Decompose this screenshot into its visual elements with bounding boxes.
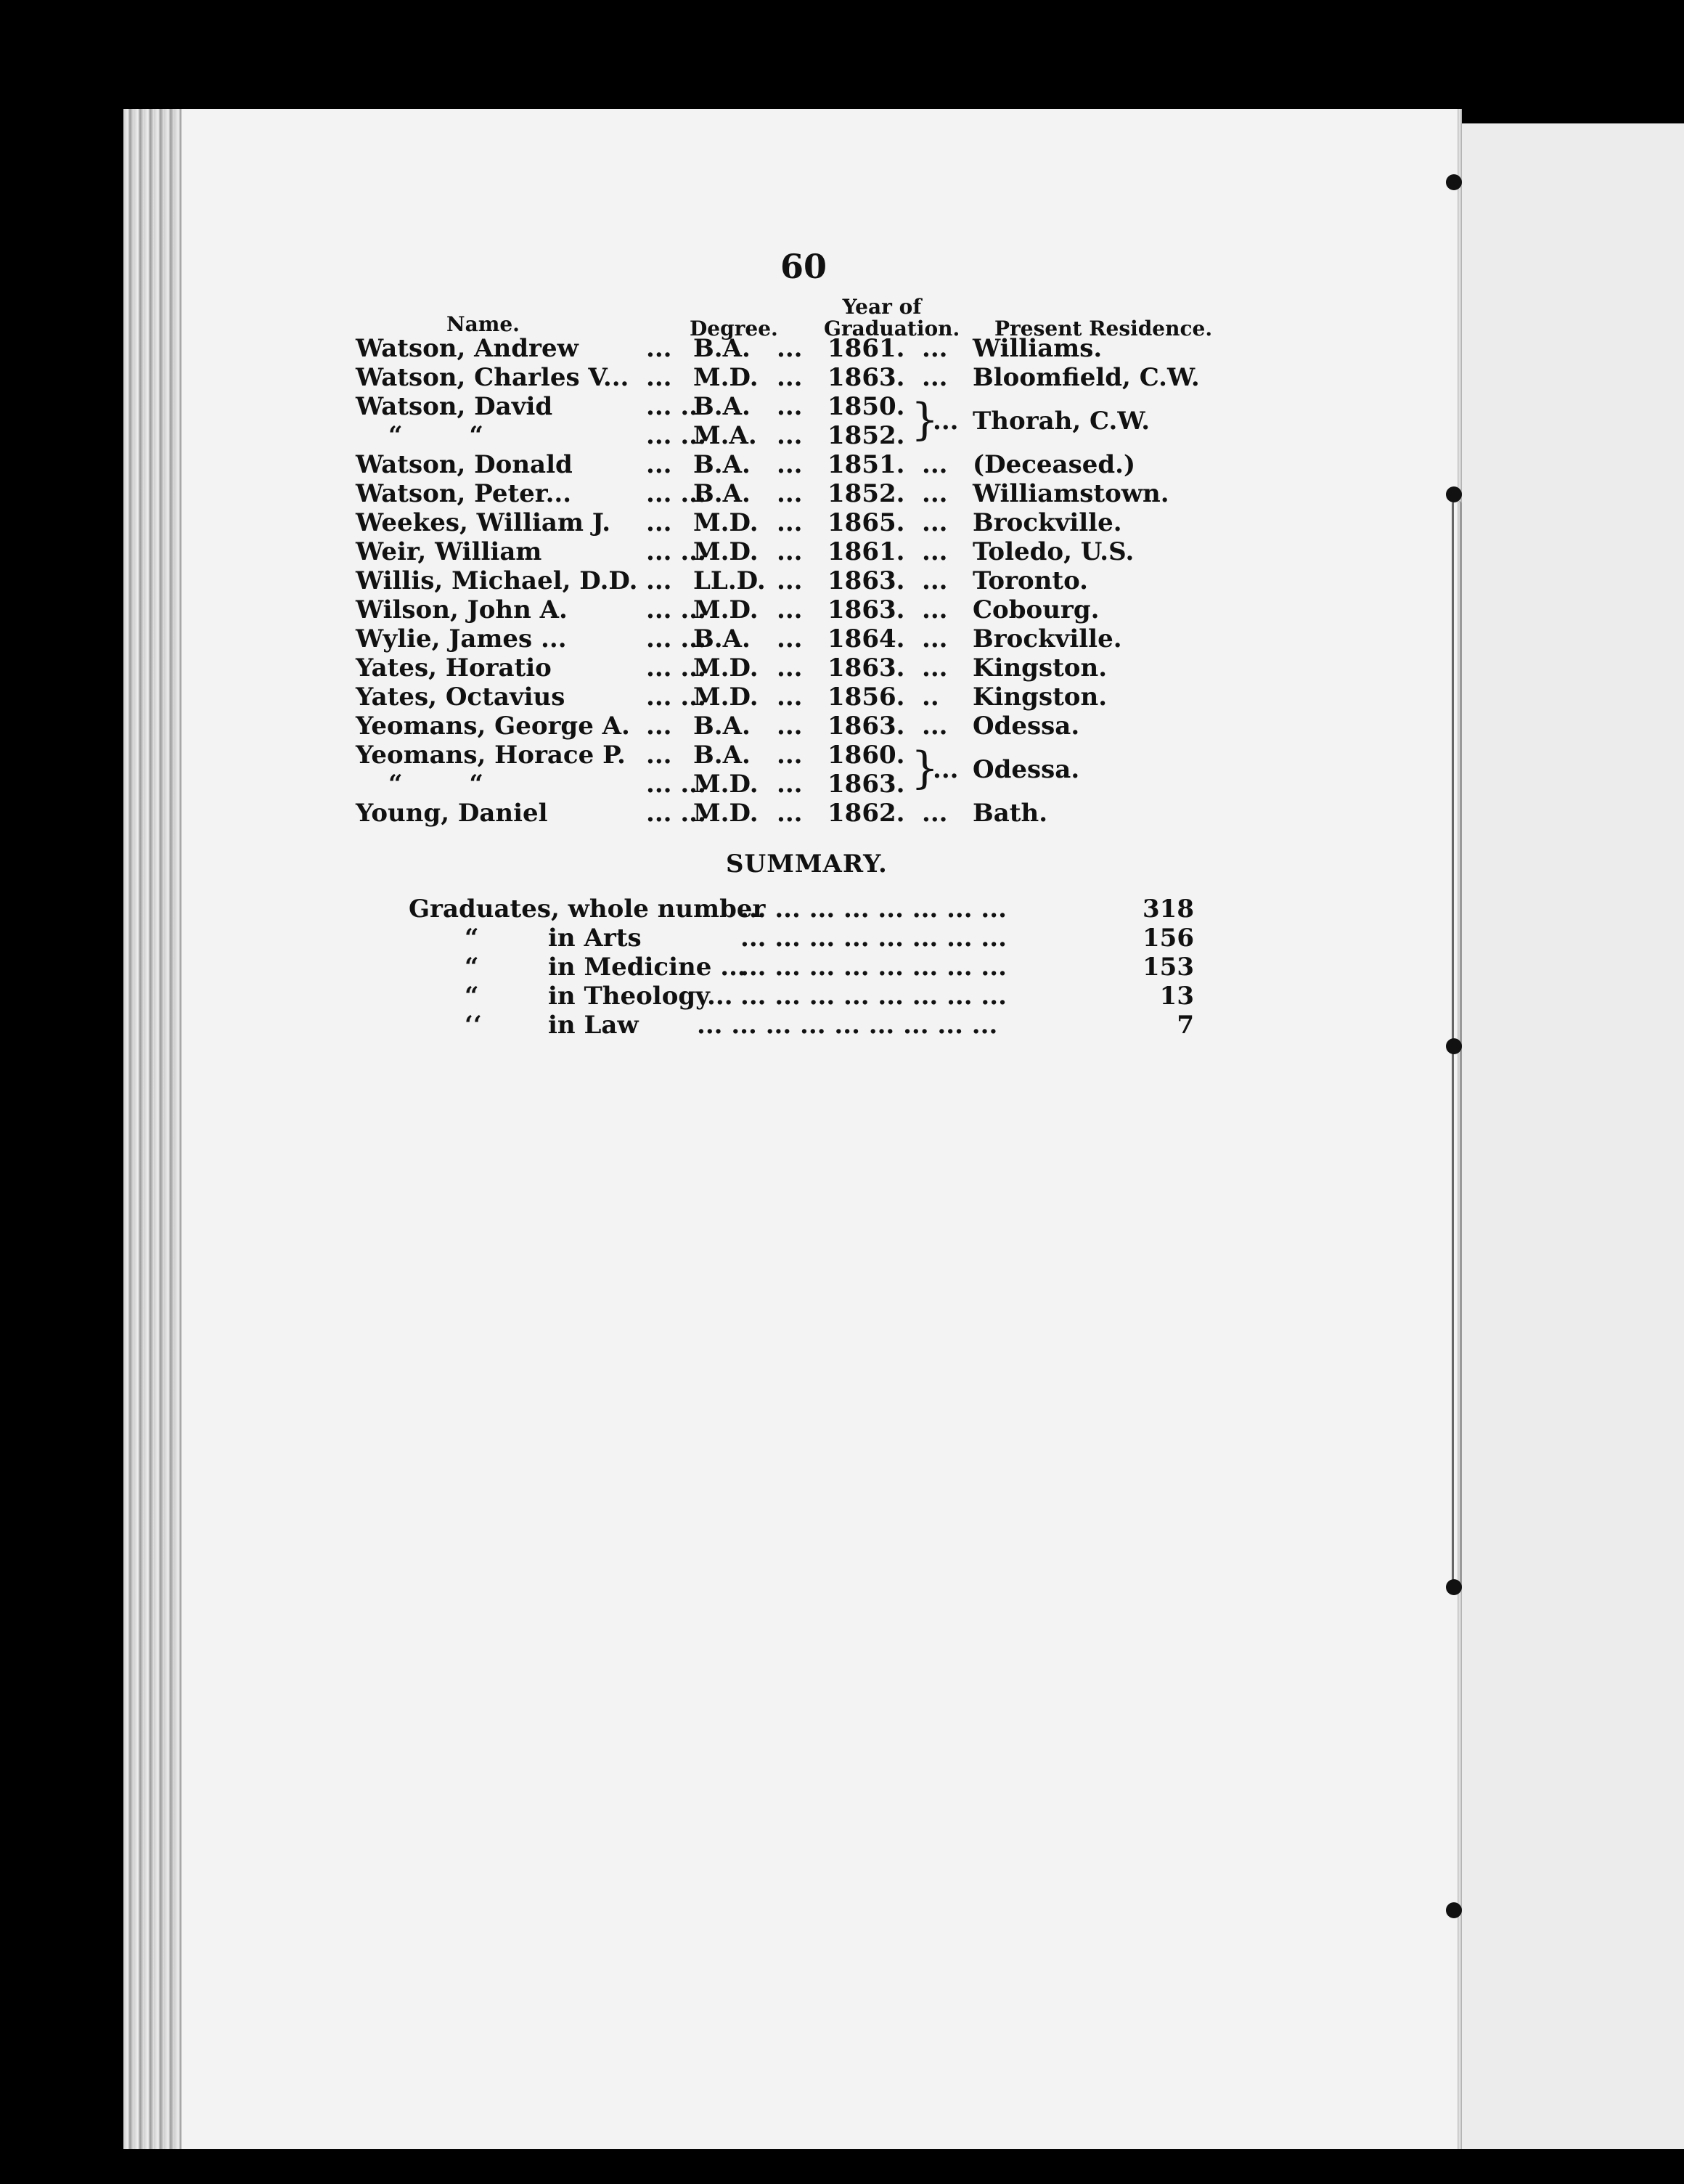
- graduate-name: Weekes, William J.: [356, 508, 611, 537]
- leader-dots: ...: [933, 755, 959, 784]
- residence-cell: Kingston.: [973, 682, 1108, 712]
- residence-cell: Williamstown.: [973, 479, 1169, 508]
- leader-dots: ... ...: [646, 537, 706, 566]
- residence-cell: Toledo, U.S.: [973, 537, 1135, 566]
- leader-dots: ...: [922, 799, 948, 828]
- year-cell: 1863.: [827, 770, 905, 799]
- leader-dots: ...: [922, 334, 948, 363]
- leader-dots: ...: [777, 334, 803, 363]
- leader-dots: ... ... ... ... ... ... ... ...: [740, 895, 1007, 924]
- residence-cell: Kingston.: [973, 653, 1108, 682]
- summary-sublabel: in Theology...: [548, 982, 733, 1011]
- summary-sublabel: in Medicine ...: [548, 953, 746, 982]
- leader-dots: ...: [646, 363, 672, 392]
- graduate-name: Weir, William: [356, 537, 542, 566]
- leader-dots: ...: [777, 537, 803, 566]
- leader-dots: ...: [777, 595, 803, 624]
- leader-dots: ...: [922, 450, 948, 479]
- degree-cell: B.A.: [693, 479, 751, 508]
- graduate-name: Wylie, James ...: [356, 624, 567, 653]
- residence-cell: Bath.: [973, 799, 1048, 828]
- summary-value: 7: [1177, 1011, 1194, 1040]
- leader-dots: ... ...: [646, 770, 706, 799]
- year-cell: 1864.: [827, 624, 905, 653]
- leader-dots: ...: [777, 682, 803, 712]
- leader-dots: ...: [777, 712, 803, 741]
- summary-label: ‘‘: [465, 1011, 482, 1040]
- summary-label: “: [465, 924, 479, 953]
- binding-stitch: [1446, 486, 1462, 502]
- summary-label: “: [465, 982, 479, 1011]
- leader-dots: ...: [933, 407, 959, 436]
- leader-dots: ...: [777, 450, 803, 479]
- leader-dots: ... ...: [646, 653, 706, 682]
- degree-cell: M.D.: [693, 508, 759, 537]
- year-cell: 1861.: [827, 334, 905, 363]
- leader-dots: ...: [777, 566, 803, 595]
- summary-value: 318: [1143, 895, 1194, 924]
- leader-dots: ...: [922, 595, 948, 624]
- leader-dots: ...: [777, 799, 803, 828]
- summary-value: 13: [1159, 982, 1194, 1011]
- residence-cell: Brockville.: [973, 624, 1122, 653]
- leader-dots: ...: [922, 537, 948, 566]
- degree-cell: LL.D.: [693, 566, 766, 595]
- leader-dots: ...: [922, 363, 948, 392]
- year-cell: 1863.: [827, 566, 905, 595]
- leader-dots: ... ... ... ... ... ... ... ...: [740, 924, 1007, 953]
- leader-dots: ..: [922, 682, 939, 712]
- summary-title: SUMMARY.: [726, 849, 888, 879]
- summary-value: 156: [1143, 924, 1194, 953]
- leader-dots: ...: [777, 479, 803, 508]
- graduate-name: Yeomans, Horace P.: [356, 741, 626, 770]
- summary-label: “: [465, 953, 479, 982]
- degree-cell: B.A.: [693, 450, 751, 479]
- year-cell: 1852.: [827, 479, 905, 508]
- brace: }: [911, 743, 939, 794]
- header-year-line2: Graduation.: [824, 317, 960, 341]
- leader-dots: ...: [646, 741, 672, 770]
- leader-dots: ...: [777, 392, 803, 421]
- header-year-line1: Year of: [842, 295, 922, 319]
- residence-cell: Cobourg.: [973, 595, 1100, 624]
- summary-value: 153: [1143, 953, 1194, 982]
- leader-dots: ... ..: [646, 392, 698, 421]
- summary-sublabel: in Arts: [548, 924, 642, 953]
- header-degree: Degree.: [690, 317, 778, 341]
- header-name: Name.: [446, 312, 520, 336]
- graduate-name: Yates, Octavius: [356, 682, 565, 712]
- header-year: [824, 295, 960, 341]
- leader-dots: ...: [922, 566, 948, 595]
- leader-dots: ...: [646, 450, 672, 479]
- leader-dots: ...: [646, 334, 672, 363]
- binding-stitch: [1446, 1038, 1462, 1054]
- year-cell: 1861.: [827, 537, 905, 566]
- graduate-name: Willis, Michael, D.D.: [356, 566, 638, 595]
- graduate-name: Watson, Donald: [356, 450, 573, 479]
- degree-cell: B.A.: [693, 712, 751, 741]
- graduate-name: Watson, Peter...: [356, 479, 572, 508]
- leader-dots: ... ... ... ... ... ... ... ... ...: [697, 1011, 998, 1040]
- graduate-name: “ “: [388, 770, 512, 799]
- residence-cell: Thorah, C.W.: [973, 407, 1150, 436]
- leader-dots: ...: [646, 566, 672, 595]
- facing-page: [1459, 123, 1684, 2149]
- graduate-name: Watson, Andrew: [356, 334, 579, 363]
- year-cell: 1862.: [827, 799, 905, 828]
- year-cell: 1863.: [827, 653, 905, 682]
- degree-cell: M.A.: [693, 421, 757, 450]
- degree-cell: M.D.: [693, 799, 759, 828]
- residence-cell: Odessa.: [973, 755, 1080, 784]
- leader-dots: ...: [777, 653, 803, 682]
- year-cell: 1863.: [827, 363, 905, 392]
- residence-cell: Bloomfield, C.W.: [973, 363, 1200, 392]
- leader-dots: ...: [922, 508, 948, 537]
- leader-dots: ...: [777, 421, 803, 450]
- degree-cell: B.A.: [693, 392, 751, 421]
- residence-cell: Williams.: [973, 334, 1103, 363]
- graduate-name: Watson, David: [356, 392, 553, 421]
- degree-cell: B.A.: [693, 741, 751, 770]
- graduate-name: Wilson, John A.: [356, 595, 568, 624]
- summary-label: Graduates, whole number: [409, 895, 766, 924]
- degree-cell: M.D.: [693, 537, 759, 566]
- binding-stitch: [1446, 174, 1462, 190]
- leader-dots: ...: [777, 508, 803, 537]
- leader-dots: ...: [777, 741, 803, 770]
- leader-dots: ...: [646, 508, 672, 537]
- brace: }: [911, 394, 939, 445]
- binding-stitch: [1446, 1579, 1462, 1595]
- leader-dots: ...: [922, 653, 948, 682]
- year-cell: 1863.: [827, 712, 905, 741]
- leader-dots: ... ...: [646, 421, 706, 450]
- degree-cell: M.D.: [693, 653, 759, 682]
- graduate-name: “ “: [388, 421, 512, 450]
- graduate-name: Watson, Charles V...: [356, 363, 629, 392]
- book-page-edges: [123, 109, 189, 2149]
- degree-cell: B.A.: [693, 624, 751, 653]
- leader-dots: ... ...: [646, 682, 706, 712]
- header-residence: Present Residence.: [994, 317, 1213, 341]
- residence-cell: Brockville.: [973, 508, 1122, 537]
- degree-cell: M.D.: [693, 682, 759, 712]
- year-cell: 1860.: [827, 741, 905, 770]
- leader-dots: ...: [922, 624, 948, 653]
- page-number: 60: [780, 247, 827, 286]
- residence-cell: Toronto.: [973, 566, 1089, 595]
- leader-dots: ...: [777, 624, 803, 653]
- leader-dots: ... ...: [646, 595, 706, 624]
- binding-stitch: [1446, 1902, 1462, 1918]
- leader-dots: ...: [777, 770, 803, 799]
- degree-cell: M.D.: [693, 770, 759, 799]
- degree-cell: B.A.: [693, 334, 751, 363]
- residence-cell: Odessa.: [973, 712, 1080, 741]
- summary-sublabel: in Law: [548, 1011, 639, 1040]
- year-cell: 1852.: [827, 421, 905, 450]
- leader-dots: ...: [922, 479, 948, 508]
- leader-dots: ...: [646, 712, 672, 741]
- leader-dots: ... ...: [646, 624, 706, 653]
- degree-cell: M.D.: [693, 363, 759, 392]
- graduate-name: Yeomans, George A.: [356, 712, 630, 741]
- graduate-name: Young, Daniel: [356, 799, 548, 828]
- year-cell: 1851.: [827, 450, 905, 479]
- leader-dots: ... ...: [646, 799, 706, 828]
- leader-dots: ...: [777, 363, 803, 392]
- leader-dots: ... ...: [646, 479, 706, 508]
- year-cell: 1863.: [827, 595, 905, 624]
- year-cell: 1865.: [827, 508, 905, 537]
- graduate-name: Yates, Horatio: [356, 653, 552, 682]
- leader-dots: ... ... ... ... ... ... ... ...: [740, 953, 1007, 982]
- leader-dots: ...: [922, 712, 948, 741]
- residence-cell: (Deceased.): [973, 450, 1136, 479]
- leader-dots: ... ... ... ... ... ... ... ...: [740, 982, 1007, 1011]
- year-cell: 1850.: [827, 392, 905, 421]
- degree-cell: M.D.: [693, 595, 759, 624]
- year-cell: 1856.: [827, 682, 905, 712]
